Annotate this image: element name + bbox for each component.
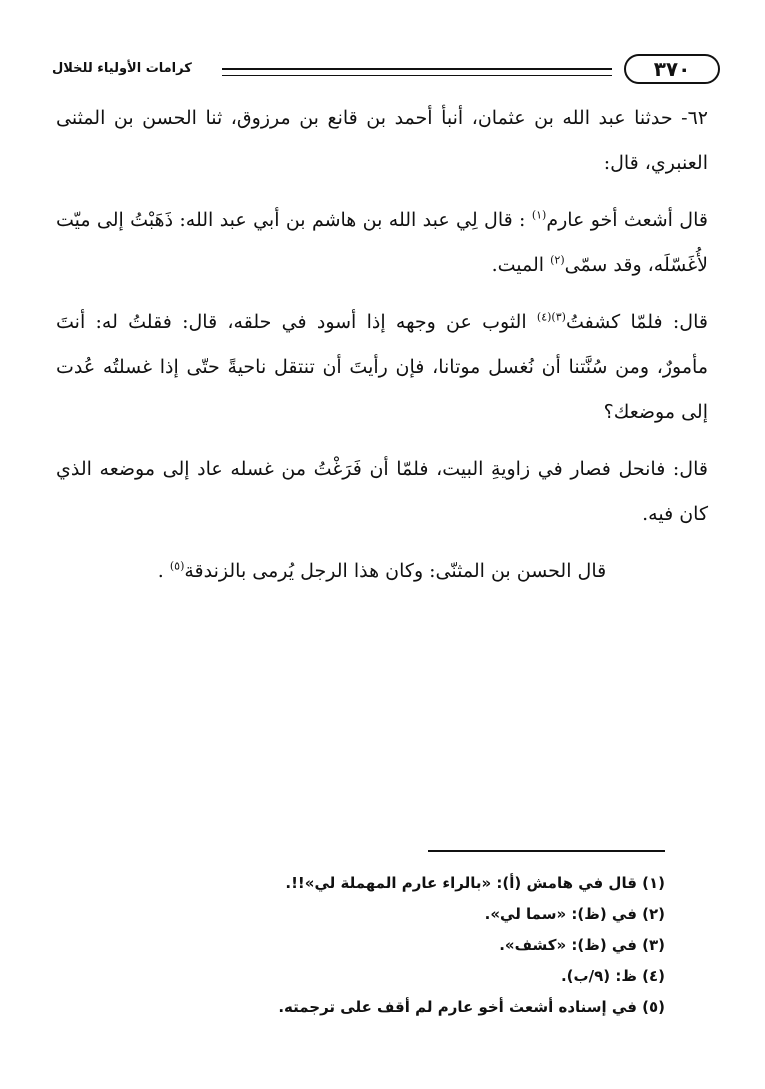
paragraph-1: ٦٢- حدثنا عبد الله بن عثمان، أنبأ أحمد بن قانع بن مرزوق، ثنا الحسن بن المثنى العنبري، قال: [56,107,708,174]
footnote-ref-5: (٥) [169,559,185,573]
footnote-separator [428,850,665,852]
footnote-1: (١) قال في هامش (أ): «بالراء عارم المهملة لي»!!. [285,874,665,892]
paragraph-3: قال: فلمّا كشفتُ$^{(٣)(٤)}$ الثوب عن وجهه إذا أسود في حلقه، قال: فقلتُ له: أنتَ مأمورٌ، ومن سُنَّتنا أن نُغسل موتانا، فإن رأيتَ أن تنتقل ناحيةً حتّى إذا غسلتُه عُدت إلى موضعك؟ [56,310,708,423]
page-header [52,54,720,88]
paragraph-4: قال: فانحل فصار في زاويةِ البيت، فلمّا أن فَرَغْتُ من غسله عاد إلى موضعه الذي كان فيه. [56,458,708,525]
footnotes [60,868,665,1023]
main-text [56,96,708,606]
footnote-2: (٢) في (ظ): «سما لي». [484,905,665,923]
footnote-ref-3: (٣) [551,310,566,324]
footnote-4: (٤) ظ: (٩/ب). [560,967,665,985]
paragraph-2: قال أشعث أخو عارم$^{(١)}$ : قال لِي عبد الله بن هاشم بن أبي عبد الله: ذَهَبْتُ إلى ميّت لأُغَسّلَه، وقد سمّى$^{(٢)}$ الميت. [56,208,708,276]
footnote-3: (٣) في (ظ): «كشف». [499,936,665,954]
footnote-ref-4: (٤) [536,310,552,324]
footnote-ref-2: (٢) [550,253,565,267]
paragraph-5: قال الحسن بن المثنّى: وكان هذا الرجل يُرمى بالزندقة$^{(٥)}$ . [157,559,607,582]
footnote-5: (٥) في إسناده أشعث أخو عارم لم أقف على ترجمته. [278,998,665,1016]
page-number: ٣٧٠ [624,54,720,84]
footnote-ref-1: (١) [531,208,547,222]
running-title: كرامات الأولياء للخلال [52,61,192,76]
header-rule [222,68,612,76]
